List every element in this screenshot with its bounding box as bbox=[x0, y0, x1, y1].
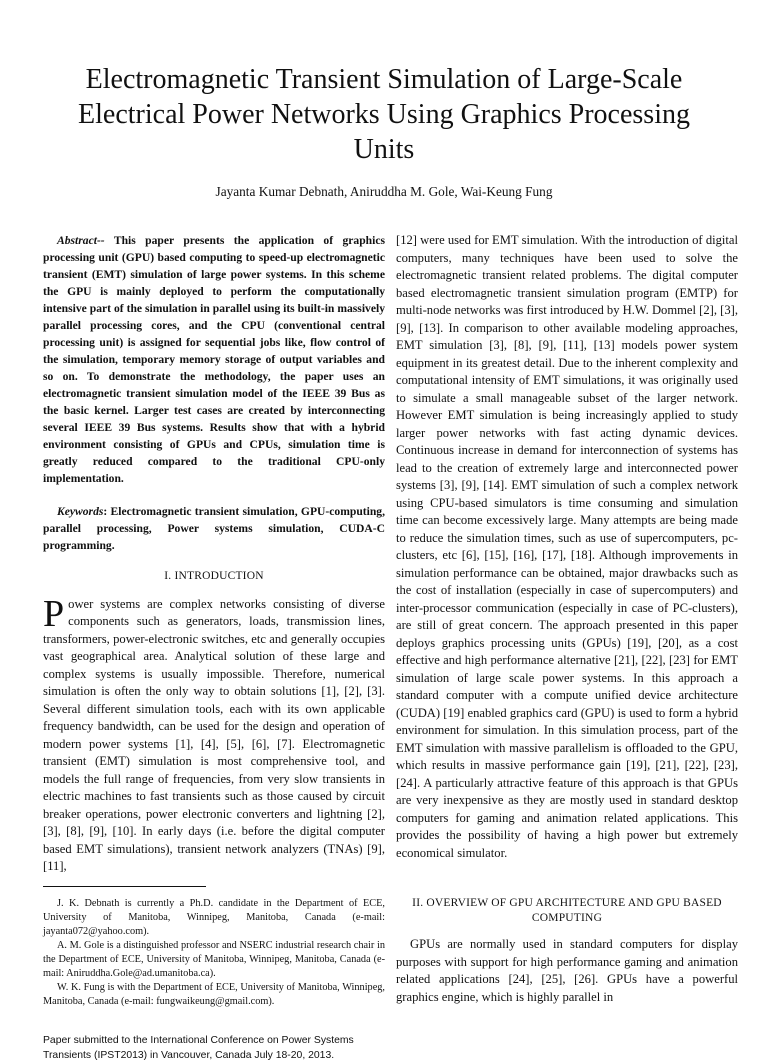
left-column bbox=[43, 232, 385, 1063]
keywords-text: : Electromagnetic transient simulation, GPU-computing, parallel processing, Power systems simulation, CUDA-C programming. bbox=[43, 505, 385, 552]
abstract-text: This paper presents the application of graphics processing unit (GPU) based computing to speed-up electromagnetic transient (EMT) simulation of large power systems. In this scheme the GPU is mainly deployed to perform the computationally intensive part of the simulation in parallel using its built-in massively parallel processing cores, and the CPU (conventional central processing unit) is assigned for sequential jobs like, flow control of the simulation, temporary memory storage of output variables and so on. To demonstrate the methodology, the paper uses an electromagnetic transient simulation model of the IEEE 39 Bus as the basic kernel. Larger test cases are created by interconnecting several IEEE 39 Bus systems. Results show that with a hybrid environment consisting of GPUs and CPUs, simulation time is greatly reduced compared to the traditional CPU-only implementation. bbox=[43, 234, 385, 485]
drop-cap: P bbox=[43, 592, 65, 635]
footnote-debnath: J. K. Debnath is currently a Ph.D. candidate in the Department of ECE, University of Manitoba, Winnipeg, Manitoba, Canada (e-mail: jayanta072@yahoo.com). bbox=[43, 897, 385, 937]
introduction-text: ower systems are complex networks consisting of diverse components such as generators, loads, transmission lines, transformers, power-electronic switches, etc and generally occupies vast geographical area. Analytical solution of these large and complex systems is usually impossible. Therefore, numerical simulation is often the only way to obtain solutions [1], [2], [3]. Several different simulation tools, each with its own applicable frequency bandwidth, can be used for the design and operation of modern power systems [1], [4], [5], [6], [7]. Electromagnetic transient (EMT) simulation is most comprehensive tool, and models the full range of frequencies, from very slow transients in electric machines to fast transients such as those caused by circuit breaker operations, power electronic converters and lightning [2], [3], [8], [9], [10]. In early days (i.e. before the digital computer based EMT simulations), transient network analyzers (TNAs) [9], [11], bbox=[43, 596, 385, 873]
introduction-paragraph bbox=[43, 592, 385, 876]
author-list: Jayanta Kumar Debnath, Aniruddha M. Gole, Wai-Keung Fung bbox=[215, 184, 553, 199]
footnote-fung: W. K. Fung is with the Department of ECE, University of Manitoba, Winnipeg, Manitoba, Canada (e-mail: fungwaikeung@gmail.com). bbox=[43, 981, 385, 1007]
gpu-overview-text: GPUs are normally used in standard computers for display purposes with support for high performance gaming and animation related applications [24], [25], [26]. GPUs have a powerful graphics engine, which is highly parallel in bbox=[396, 937, 738, 1004]
keywords-label: Keywords bbox=[57, 505, 104, 518]
introduction-continued: [12] were used for EMT simulation. With the introduction of digital computers, many techniques have been used to solve the electromagnetic transient related problems. The digital computer based electromagnetic transient simulation program (EMTP) for multi-node networks was first introduced by H.W. Dommel [2], [3], [9], [13]. In comparison to other available modeling approaches, EMT simulation [3], [8], [9], [11], [13] models power system equipment in its greatest detail. Due to the inherent complexity and computational intensity of EMT simulations, it was originally used to simulate a small manageable subset of the larger network. However EMT simulation is being increasingly applied to study larger power networks with fast acting dynamic devices. Continuous increase in demand for interconnection of systems has lead to the creation of extremely large and interconnected power systems [3], [9], [14]. EMT simulation of such a complex network using CPU-based simulators is time consuming and simulation time can become excessively large. Many attempts are being made to reduce the simulation times, such as use of supercomputers, pc-clusters, etc [6], [15], [16], [17], [18]. Although improvements in simulation performance can be obtained, major drawbacks such as the cost of installation (especially in case of supercomputers) and inter-processor communication (especially in case of PC-clusters), are still of great concern. The approach presented in this paper deploys graphics processing units (GPUs) [19], [20], as a cost effective and high performance alternative [21], [22], [23] for EMT simulation of large scale power systems. In this approach a standard computer with a compute unified device architecture (CUDA) [19] enabled graphics card (GPU) is used to form a hybrid environment for simulation. In this simulation process, part of the EMT simulation with massive parallelism is offloaded to the GPU, which results in massive performance gain [19], [21], [22], [23], [24]. A particularly attractive feature of this approach is that GPUs are very inexpensive as they are mostly used in standard desktop computers for gaming and animation related applications. This provides the possibility of having a high power but extremely economical simulator. bbox=[396, 233, 738, 860]
abstract-label: Abstract-- bbox=[57, 234, 105, 247]
abstract bbox=[43, 232, 385, 487]
keywords bbox=[43, 503, 385, 554]
section-heading-introduction: I. INTRODUCTION bbox=[164, 570, 264, 582]
footnote-gole: A. M. Gole is a distinguished professor and NSERC industrial research chair in the Department of ECE, University of Manitoba, Winnipeg, Manitoba, Canada (e-mail: Aniruddha.Gole@ad.umanitoba.ca). bbox=[43, 939, 385, 979]
submission-note: Paper submitted to the International Conference on Power Systems Transients (IPST2013) in Vancouver, Canada July 18-20, 2013. bbox=[43, 1034, 354, 1061]
section-heading-gpu-overview: II. OVERVIEW OF GPU ARCHITECTURE AND GPU BASED COMPUTING bbox=[412, 897, 722, 924]
paper-title: Electromagnetic Transient Simulation of Large-Scale Electrical Power Networks Using Graphics Processing Units bbox=[78, 64, 690, 165]
right-column bbox=[396, 232, 738, 1006]
footnote-divider bbox=[43, 886, 206, 887]
